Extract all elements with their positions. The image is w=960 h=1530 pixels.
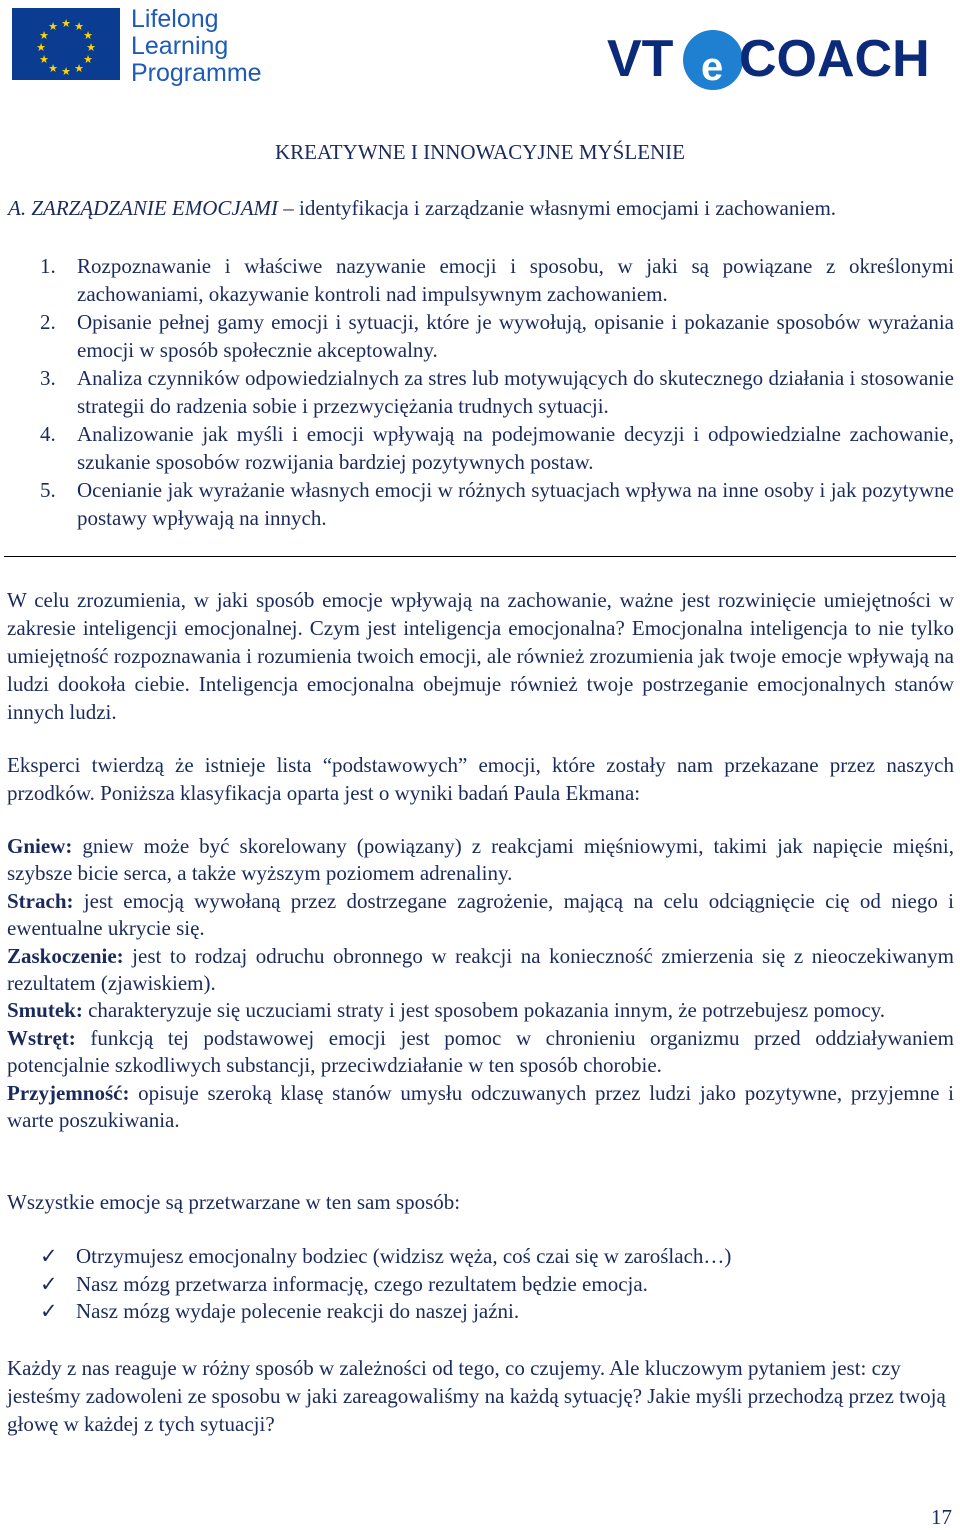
logo-coach: COACH xyxy=(739,30,930,88)
section-label: A. ZARZĄDZANIE EMOCJAMI xyxy=(8,196,279,220)
emotion-entry xyxy=(7,833,954,888)
item-text: Analiza czynników odpowiedzialnych za stres lub motywujących do skutecznego działania i stosowanie strategii do radzenia sobie i przezwyciężania trudnych sytuacji. xyxy=(77,366,954,418)
emotion-entry xyxy=(7,997,954,1024)
section-description: – identyfikacja i zarządzanie własnymi emocjami i zachowaniem. xyxy=(278,196,837,220)
emotion-entry xyxy=(7,1080,954,1135)
checklist-text: Otrzymujesz emocjonalny bodziec (widzisz węża, coś czai się w zaroślach…) xyxy=(76,1244,732,1268)
experts-paragraph: Eksperci twierdzą że istnieje lista “podstawowych” emocji, które zostały nam przekazane przez naszych przodków. Poniższa klasyfikacja oparta jest o wyniki badań Paula Ekmana: xyxy=(7,753,954,805)
svg-text:★: ★ xyxy=(74,20,84,33)
svg-text:★: ★ xyxy=(48,62,58,75)
document-title: KREATYWNE I INNOWACYJNE MYŚLENIE xyxy=(274,140,686,164)
objectives-list xyxy=(40,252,954,532)
emotion-name: Wstręt: xyxy=(7,1025,76,1050)
vte-coach-logo xyxy=(605,14,955,94)
item-text: Opisanie pełnej gamy emocji i sytuacji, które je wywołują, opisanie i pokazanie sposobów wyrażania emocji w sposób społecznie akceptowalny. xyxy=(77,310,954,362)
item-text: Ocenianie jak wyrażanie własnych emocji w różnych sytuacjach wpływa na inne osoby i jak pozytywne postawy wpływają na innych. xyxy=(77,478,954,530)
item-number: 2. xyxy=(40,310,56,334)
item-number: 3. xyxy=(40,366,56,390)
section-heading xyxy=(8,196,836,221)
item-text: Rozpoznawanie i właściwe nazywanie emocji i sposobu, w jaki są powiązane z określonymi zachowaniami, okazywanie kontroli nad impulsywnym zachowaniem. xyxy=(77,254,954,306)
checklist-text: Nasz mózg przetwarza informację, czego rezultatem będzie emocja. xyxy=(76,1271,648,1296)
emotion-entry xyxy=(7,888,954,943)
emotion-name: Smutek: xyxy=(7,998,83,1023)
item-text: Analizowanie jak myśli i emocji wpływają na podejmowanie decyzji i odpowiedzialne zachowanie, szukanie sposobów rozwijania bardziej pozytywnych postaw. xyxy=(77,422,954,474)
emotion-entry xyxy=(7,1025,954,1080)
processing-intro: Wszystkie emocje są przetwarzane w ten sam sposób: xyxy=(7,1190,461,1214)
check-icon: ✓ xyxy=(40,1271,58,1296)
lifelong-learning-logo xyxy=(131,6,262,87)
list-item xyxy=(40,308,954,364)
item-number: 1. xyxy=(40,254,56,278)
page-header xyxy=(0,0,960,100)
emotion-description: charakteryzuje się uczuciami straty i jest sposobem pokazania innym, że potrzebujesz pomocy. xyxy=(82,998,886,1023)
logo-line: Lifelong xyxy=(131,5,219,33)
emotion-description: opisuje szeroką klasę stanów umysłu odczuwanych przez ludzi jako pozytywne, przyjemne i warte poszukiwania. xyxy=(7,1080,954,1133)
emotion-description: funkcją tej podstawowej emocji jest pomoc w chronieniu organizmu przed oddziaływaniem potencjalnie szkodliwych substancji, przeciwdziałanie w ten sposób chorobie. xyxy=(7,1025,954,1078)
checklist-text: Nasz mózg wydaje polecenie reakcji do naszej jaźni. xyxy=(76,1299,520,1323)
svg-text:★: ★ xyxy=(83,29,93,42)
emotion-name: Zaskoczenie: xyxy=(7,943,124,968)
svg-text:★: ★ xyxy=(83,53,93,66)
list-item xyxy=(40,252,954,308)
logo-line: Learning xyxy=(131,32,229,60)
checklist-item xyxy=(40,1298,731,1326)
check-icon: ✓ xyxy=(40,1244,58,1268)
svg-text:★: ★ xyxy=(61,65,71,78)
list-item xyxy=(40,476,954,532)
item-number: 4. xyxy=(40,422,56,446)
emotion-description: jest to rodzaj odruchu obronnego w reakcji na konieczność zmierzenia się z nieoczekiwanym rezultatem (zjawiskiem). xyxy=(7,943,954,996)
emotion-entry xyxy=(7,943,954,998)
checklist-item xyxy=(40,1243,731,1271)
list-item xyxy=(40,364,954,420)
eu-flag-logo xyxy=(12,8,120,80)
intro-paragraph: W celu zrozumienia, w jaki sposób emocje wpływają na zachowanie, ważne jest rozwinięcie umiejętności w zakresie inteligencji emocjonalnej. Czym jest inteligencja emocjonalna? Emocjonalna inteligencja to nie tylko umiejętność rozpoznawania i rozumienia twoich emocji, ale również zrozumienia jak twoje emocje wpływają na ludzi dookoła ciebie. Inteligencja emocjonalna obejmuje również twoje postrzeganie emocjonalnych stanów innych ludzi. xyxy=(7,588,954,724)
emotion-name: Przyjemność: xyxy=(7,1080,130,1105)
svg-text:★: ★ xyxy=(86,41,96,54)
svg-text:★: ★ xyxy=(61,17,71,30)
emotion-description: gniew może być skorelowany (powiązany) z reakcjami mięśniowymi, takimi jak napięcie mięśni, szybsze bicie serca, a także wyższym poziomem adrenaliny. xyxy=(7,834,954,886)
svg-text:★: ★ xyxy=(74,62,84,75)
logo-e: e xyxy=(701,45,724,89)
svg-text:★: ★ xyxy=(36,41,46,54)
horizontal-divider xyxy=(4,556,956,557)
process-checklist xyxy=(40,1243,731,1326)
emotion-name: Strach: xyxy=(7,888,74,913)
list-item xyxy=(40,420,954,476)
svg-text:★: ★ xyxy=(39,53,49,66)
logo-line: Programme xyxy=(131,59,262,87)
emotion-description: jest emocją wywołaną przez dostrzegane zagrożenie, mającą na celu odciągnięcie cię od niego i ewentualne ukrycie się. xyxy=(7,888,954,941)
page-number: 17 xyxy=(931,1505,952,1529)
logo-vt: VT xyxy=(607,30,674,88)
emotion-name: Gniew: xyxy=(7,834,73,858)
svg-text:★: ★ xyxy=(48,20,58,33)
check-icon: ✓ xyxy=(40,1299,58,1323)
checklist-item xyxy=(40,1271,731,1299)
closing-paragraph: Każdy z nas reaguje w różny sposób w zależności od tego, co czujemy. Ale kluczowym pytaniem jest: czy jesteśmy zadowoleni ze sposobu w jaki zareagowaliśmy na każdą sytuację? Jakie myśli przechodzą przez twoją głowę w każdej z tych sytuacji? xyxy=(7,1356,946,1436)
item-number: 5. xyxy=(40,478,56,502)
emotions-list xyxy=(7,833,954,1134)
svg-text:★: ★ xyxy=(39,29,49,42)
eu-stars-icon xyxy=(12,8,120,80)
